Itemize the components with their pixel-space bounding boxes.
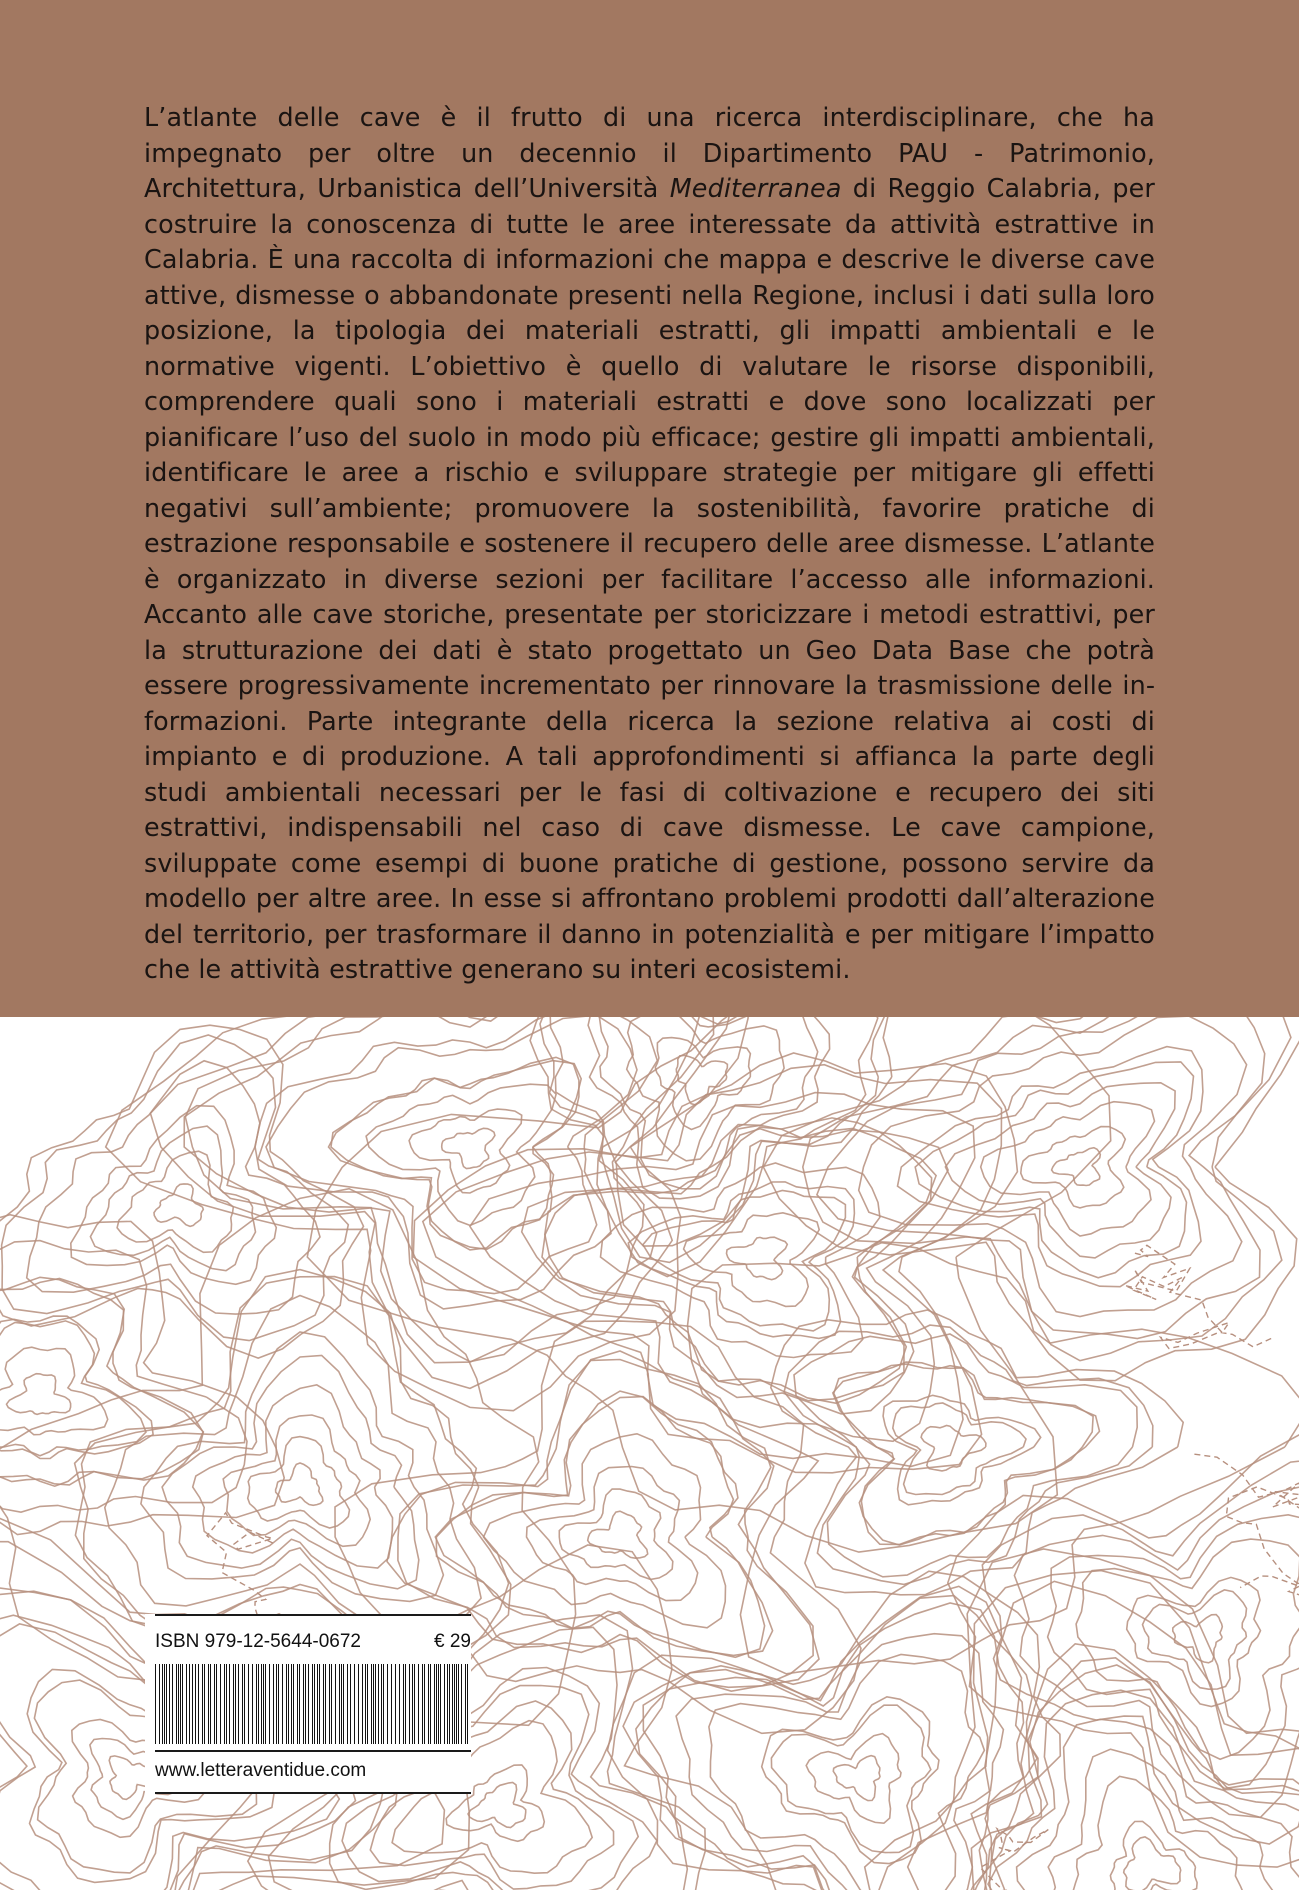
barcode-bar [303,1664,304,1744]
barcode-bar [155,1664,156,1744]
barcode-bar [248,1664,249,1744]
barcode-bar [358,1664,359,1744]
contour-line [1073,1776,1246,1890]
barcode-bar [461,1664,462,1744]
barcode-bar [189,1664,190,1744]
contour-line [636,1596,1037,1890]
barcode-bar [412,1664,413,1744]
barcode-bar [210,1664,211,1744]
barcode-bar [216,1664,217,1744]
barcode-bar [444,1664,445,1744]
contour-line [468,1783,526,1828]
barcode-bar [286,1664,287,1744]
barcode-bar [299,1664,300,1744]
contour-line [0,1279,203,1487]
barcode-bar [172,1664,173,1744]
barcode-bar [331,1664,332,1744]
contour-line [527,1467,698,1601]
barcode-bar [314,1664,315,1744]
barcode-bar [447,1664,448,1744]
barcode-bar [198,1664,199,1744]
isbn-line [155,1628,471,1656]
barcode-bar [365,1664,366,1744]
barcode-bar [224,1664,225,1744]
price-text: € 29 [434,1631,471,1652]
barcode-bar [317,1664,318,1744]
contour-line [1124,1837,1181,1890]
contour-line [727,1237,788,1280]
barcode-bar [438,1664,439,1744]
barcode-bar [418,1664,419,1744]
blurb-text-part1: L’atlante delle cave è il frutto di una ricerca interdisciplinare, che ha impegnato per oltre un decennio il Dipartimento PAU - Patrimonio, Architettura, Urbanistica dell’Università [144,102,1155,203]
barcode-bar [409,1664,410,1744]
barcode-bar [258,1664,259,1744]
contour-line [1014,1485,1299,1818]
contour-line [1052,1148,1101,1186]
barcode-bar [341,1664,342,1744]
bottom-rule [155,1792,471,1794]
middle-rule [155,1750,471,1752]
barcode-bar [202,1664,203,1744]
barcode-bar [278,1664,279,1744]
barcode-bar [325,1664,326,1744]
barcode-bar [235,1664,236,1744]
contour-line [588,1017,830,1199]
barcode-bar [434,1664,435,1744]
barcode-bar [449,1664,450,1744]
barcode-bar [229,1664,230,1744]
barcode-bar [343,1664,344,1744]
isbn-text: ISBN 979-12-5644-0672 [155,1631,361,1652]
barcode-bar [440,1664,441,1744]
barcode-bar [291,1664,292,1744]
barcode-bar [305,1664,306,1744]
barcode-bar [265,1664,266,1744]
barcode-bar [162,1664,163,1744]
barcode-bar [312,1664,313,1744]
contour-line [27,1061,320,1314]
barcode-bar [226,1664,227,1744]
barcode-bar [383,1664,384,1744]
barcode-bar [242,1664,243,1744]
barcode-bar [323,1664,324,1744]
barcode-bar [395,1664,396,1744]
contour-line [1021,1127,1126,1208]
barcode-bar [391,1664,392,1744]
contour-line [331,1061,581,1250]
barcode-bar [399,1664,400,1744]
barcode-bar [467,1664,468,1744]
blurb-text-part2: di Reggio Calabria, per costruire la conoscenza di tutte le aree interessate da attività estrattive in Calabria. È una raccolta di informazioni che mappa e descrive le diverse cave attive, dismesse o abbandonate presenti nella Regione, inclusi i dati sulla loro posizione, la tipologia dei materiali estratti, gli impatti ambientali e le normative vigenti. L’obiettivo è quello di valutare le risorse disponibili, comprendere quali sono i materiali estratti e dove sono localizzati per pianificare l’uso del suolo in modo più efficace; gestire gli impatti ambientali, identificare le aree a rischio e sviluppare strategie per mitigare gli effetti negativi sull’ambiente; promuovere la sostenibilità, favorire pratiche di estrazione responsabile e sostenere il recupero delle aree dismesse. L’atlante è organizzato in diverse sezioni per facilitare l’accesso alle informazioni. Accanto alle cave storiche, presentate per storicizzare i metodi estrattivi, per la strutturazione dei dati è stato progettato un Geo Data Base che potrà essere progressivamente incrementato per rinnovare la trasmissione delle informazioni. Parte integrante della ricerca la sezione relativa ai costi di impianto e di produzione. A tali approfondimenti si affianca la parte degli studi ambientali necessari per le fasi di coltivazione e recupero dei siti estrattivi, indispensabili nel caso di cave dismesse. Le cave campione, sviluppate come esempi di buone pratiche di gestione, possono servire da modello per altre aree. In esse si affrontano problemi prodotti dall’alterazione del territorio, per trasformare il danno in potenzialità e per mitigare l’impatto che le attività estrattive generano su interi ecosistemi. [144,173,1155,984]
barcode-bar [269,1664,270,1744]
barcode-bar [347,1664,348,1744]
barcode-bar [454,1664,455,1744]
barcode-bar [252,1664,253,1744]
contour-line [484,1434,726,1628]
barcode-bar [297,1664,298,1744]
barcode-bar [456,1664,457,1744]
barcode-bar [176,1664,177,1744]
barcode-bar [186,1664,187,1744]
barcode-bar [403,1664,404,1744]
barcode-bar [204,1664,205,1744]
barcode-bar [159,1664,160,1744]
contour-line [588,1511,648,1558]
barcode-bar [288,1664,289,1744]
barcode-bar [424,1664,425,1744]
barcode-bar [362,1664,363,1744]
contour-line [0,1277,203,1485]
contour-line [540,1017,885,1262]
barcode-bar [308,1664,309,1744]
barcode-bar [378,1664,379,1744]
map-track-line [1125,1245,1274,1348]
barcode-bar [428,1664,429,1744]
blurb-italic-university-name: Mediterranea [669,173,842,203]
barcode-bar [208,1664,209,1744]
barcode-bar [169,1664,170,1744]
barcode-bar [166,1664,167,1744]
barcode-bar [422,1664,423,1744]
barcode-bar [387,1664,388,1744]
barcode-bar [276,1664,277,1744]
barcode-bar [233,1664,234,1744]
barcode-bar [214,1664,215,1744]
barcode-bar [339,1664,340,1744]
contour-line [608,1571,1061,1890]
barcode-bar [263,1664,264,1744]
contour-line [948,1431,1299,1868]
barcode-bar [273,1664,274,1744]
contour-line [806,1734,901,1824]
barcode-bar [405,1664,406,1744]
barcode-bar [220,1664,221,1744]
barcode-bar [381,1664,382,1744]
barcode-bar [335,1664,336,1744]
map-track-line [1194,1454,1299,1596]
contour-line [684,1213,820,1307]
contour-line [545,1129,936,1404]
barcode-bar [182,1664,183,1744]
barcode-bar [282,1664,283,1744]
barcode-bar [256,1664,257,1744]
barcode-bar [350,1664,351,1744]
barcode-bar [319,1664,320,1744]
contour-line [833,1756,880,1801]
barcode-bar [293,1664,294,1744]
barcode-bar [164,1664,165,1744]
barcode-bar [414,1664,415,1744]
barcode-box [145,1614,471,1794]
barcode-bar [238,1664,239,1744]
contour-line [7,1374,71,1415]
barcode-bar [465,1664,466,1744]
contour-line [688,1243,1299,1674]
barcode-bar [373,1664,374,1744]
contour-line [771,1705,930,1852]
contour-line [803,1017,1291,1361]
contour-line [559,1489,673,1579]
barcode [155,1664,471,1744]
contour-line [655,1038,750,1130]
barcode-bar [354,1664,355,1744]
contour-line [945,1083,1175,1258]
barcode-bar [178,1664,179,1744]
contour-line [105,1296,481,1630]
barcode-bar [367,1664,368,1744]
barcode-bar [192,1664,193,1744]
barcode-bar [458,1664,459,1744]
barcode-bar [436,1664,437,1744]
contour-line [915,1062,1193,1278]
top-rule [155,1614,471,1616]
barcode-bar [371,1664,372,1744]
barcode-bar [261,1664,262,1744]
barcode-bar [180,1664,181,1744]
barcode-bar [244,1664,245,1744]
barcode-bar [329,1664,330,1744]
back-cover-blurb [144,100,1155,988]
barcode-bar [195,1664,196,1744]
barcode-bar [430,1664,431,1744]
barcode-bar [375,1664,376,1744]
contour-line [1143,1590,1247,1689]
publisher-website: www.letteraventidue.com [155,1760,367,1781]
barcode-bar [452,1664,453,1744]
